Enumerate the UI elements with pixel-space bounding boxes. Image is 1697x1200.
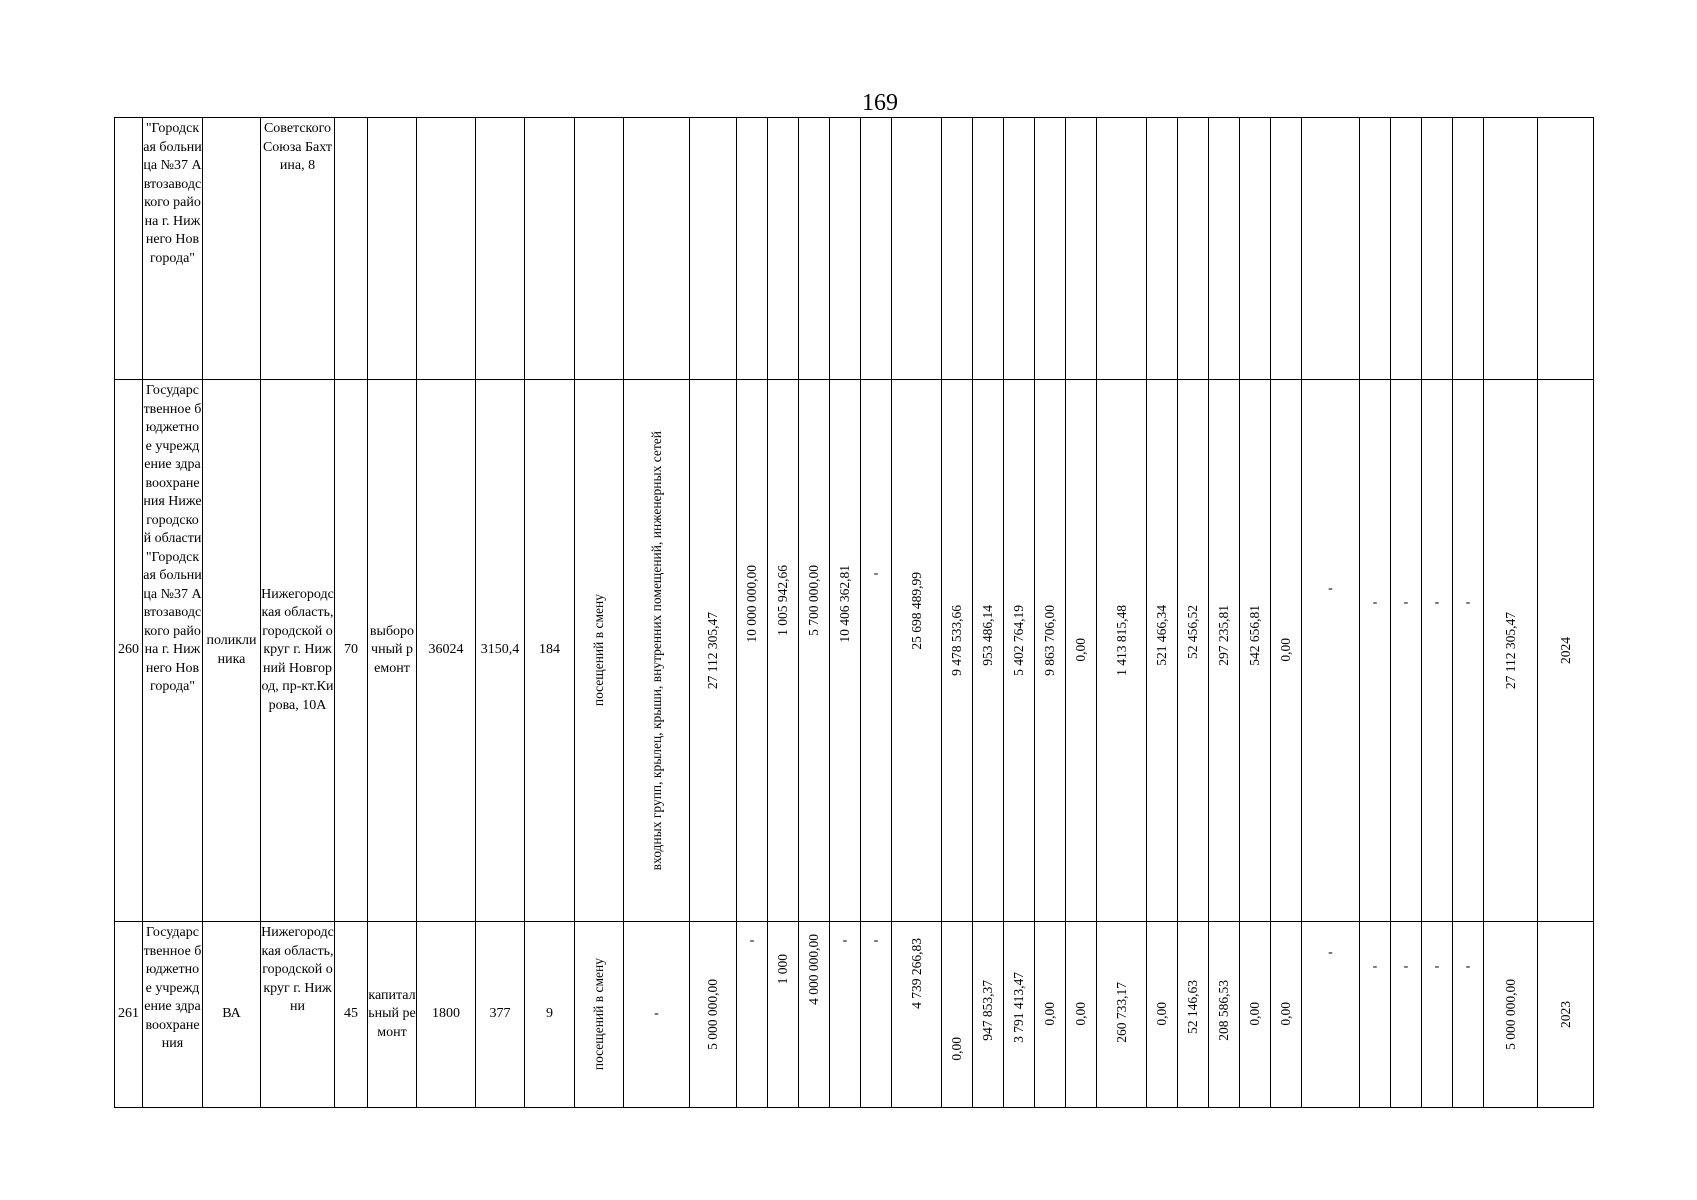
cell-f6 [892, 380, 942, 922]
cell-f6 [892, 118, 942, 380]
cell-f22 [1453, 922, 1484, 1108]
f10-text: 9 863 706,00 [1042, 605, 1057, 676]
cell-num: 260 [115, 380, 143, 922]
total-text: 5 000 000,00 [705, 979, 720, 1050]
cell-area [417, 118, 476, 380]
f8-text: 947 853,37 [980, 980, 995, 1041]
f1-text: 10 000 000,00 [744, 565, 759, 643]
cell-f18 [1302, 922, 1360, 1108]
f20-text: - [1403, 595, 1409, 610]
cell-works-list [624, 118, 690, 380]
cell-unit [575, 380, 624, 922]
cell-f20 [1391, 922, 1422, 1108]
data-table [114, 117, 1594, 1108]
cell-f14 [1178, 380, 1209, 922]
cell-num: 261 [115, 922, 143, 1108]
cell-works-list [624, 380, 690, 922]
f13-text: 521 466,34 [1154, 605, 1169, 666]
cell-total2 [1484, 922, 1538, 1108]
cell-f10 [1035, 922, 1066, 1108]
f10-text: 0,00 [1042, 1002, 1057, 1026]
cell-f8 [973, 118, 1004, 380]
f14-text: 52 456,52 [1185, 605, 1200, 659]
cell-f5 [861, 118, 892, 380]
f21-text: - [1434, 595, 1440, 610]
cell-area: 36024 [417, 380, 476, 922]
cell-f14 [1178, 118, 1209, 380]
f12-text: 1 413 815,48 [1113, 605, 1129, 676]
unit-text: посещений в смену [591, 958, 606, 1071]
f19-text: - [1372, 595, 1378, 610]
cell-f11 [1066, 118, 1097, 380]
cell-period [1538, 118, 1594, 380]
f13-text: 0,00 [1154, 1002, 1169, 1026]
total-text: 27 112 305,47 [705, 611, 720, 690]
cell-f20 [1391, 380, 1422, 922]
cell-f21 [1422, 118, 1453, 380]
cell-f4 [830, 922, 861, 1108]
works-list-text: входных групп, крылец, крыши, внутренних помещений, инженерных сетей [648, 430, 664, 871]
cell-f5 [861, 922, 892, 1108]
f2-text: 1 005 942,66 [775, 565, 790, 636]
cell-f17 [1271, 380, 1302, 922]
cell-period [1538, 922, 1594, 1108]
table-row [115, 118, 1594, 380]
cell-f6 [892, 922, 942, 1108]
cell-f2 [768, 380, 799, 922]
cell-num [115, 118, 143, 380]
cell-f13 [1147, 380, 1178, 922]
cell-f12 [1097, 380, 1147, 922]
f3-text: 4 000 000,00 [806, 934, 821, 1005]
cell-f4 [830, 118, 861, 380]
f1-text: - [749, 933, 755, 948]
cell-f17 [1271, 922, 1302, 1108]
cell-capacity: 184 [525, 380, 575, 922]
cell-f19 [1360, 118, 1391, 380]
cell-f3 [799, 922, 830, 1108]
period-text: 2023 [1557, 1001, 1573, 1028]
cell-year [335, 118, 368, 380]
period-text: 2024 [1557, 637, 1573, 664]
f9-text: 3 791 413,47 [1011, 972, 1026, 1043]
cell-f9 [1004, 922, 1035, 1108]
cell-year: 70 [335, 380, 368, 922]
cell-institution-name: Государственное бюджетное учреждение здравоохранения [143, 922, 203, 1108]
f6-text: 4 739 266,83 [908, 938, 924, 1009]
cell-f13 [1147, 118, 1178, 380]
f18-text: - [1328, 581, 1333, 596]
f18-text: - [1328, 945, 1333, 960]
cell-total2 [1484, 118, 1538, 380]
cell-f15 [1209, 380, 1240, 922]
cell-f12 [1097, 922, 1147, 1108]
cell-f19 [1360, 380, 1391, 922]
cell-period [1538, 380, 1594, 922]
cell-area2: 3150,4 [476, 380, 525, 922]
cell-f8 [973, 380, 1004, 922]
cell-f5 [861, 380, 892, 922]
cell-area2 [476, 118, 525, 380]
cell-f21 [1422, 380, 1453, 922]
f5-text: - [873, 933, 879, 948]
f12-text: 260 733,17 [1113, 982, 1129, 1043]
cell-unit [575, 922, 624, 1108]
cell-area2: 377 [476, 922, 525, 1108]
f20-text: - [1403, 959, 1409, 974]
cell-f12 [1097, 118, 1147, 380]
f17-text: 0,00 [1278, 1002, 1293, 1026]
cell-f2 [768, 118, 799, 380]
f15-text: 297 235,81 [1216, 605, 1231, 666]
cell-f1 [737, 118, 768, 380]
cell-total2 [1484, 380, 1538, 922]
cell-f22 [1453, 118, 1484, 380]
cell-f7 [942, 380, 973, 922]
cell-f4 [830, 380, 861, 922]
unit-text: посещений в смену [591, 594, 606, 707]
cell-f11 [1066, 380, 1097, 922]
cell-works-list [624, 922, 690, 1108]
cell-f10 [1035, 380, 1066, 922]
f8-text: 953 486,14 [980, 605, 995, 666]
cell-type: ВА [203, 922, 261, 1108]
cell-total [690, 380, 737, 922]
cell-address: Нижегородская область, городской округ г. Нижни [261, 922, 335, 1108]
f7-text: 0,00 [949, 1037, 964, 1061]
cell-institution-name: Государственное бюджетное учреждение здравоохранения Нижегородской области "Городская больница №37 Автозаводского района г. Нижнего Новгорода" [143, 380, 203, 922]
cell-f1 [737, 922, 768, 1108]
cell-f13 [1147, 922, 1178, 1108]
cell-f14 [1178, 922, 1209, 1108]
cell-area: 1800 [417, 922, 476, 1108]
cell-f17 [1271, 118, 1302, 380]
f5-text: - [873, 566, 879, 581]
f11-text: 0,00 [1073, 638, 1088, 662]
f17-text: 0,00 [1278, 638, 1293, 662]
cell-f15 [1209, 118, 1240, 380]
f19-text: - [1372, 959, 1378, 974]
table-row [115, 922, 1594, 1108]
cell-year: 45 [335, 922, 368, 1108]
total2-text: 27 112 305,47 [1502, 611, 1518, 690]
cell-f11 [1066, 922, 1097, 1108]
f9-text: 5 402 764,19 [1011, 605, 1026, 676]
cell-f10 [1035, 118, 1066, 380]
f16-text: 542 656,81 [1247, 605, 1262, 666]
page-number: 169 [862, 90, 898, 116]
works-list-text: - [654, 1006, 659, 1022]
f21-text: - [1434, 959, 1440, 974]
f7-text: 9 478 533,66 [949, 605, 964, 676]
f14-text: 52 146,63 [1185, 980, 1200, 1034]
cell-address: Нижегородская область, городской округ г. Нижний Новгород, пр-кт.Кирова, 10А [261, 380, 335, 922]
cell-f1 [737, 380, 768, 922]
f2-text: 1 000 [775, 954, 790, 985]
cell-work-type [368, 118, 417, 380]
f3-text: 5 700 000,00 [806, 565, 821, 636]
f22-text: - [1465, 595, 1471, 610]
cell-f20 [1391, 118, 1422, 380]
cell-f3 [799, 118, 830, 380]
table-row [115, 380, 1594, 922]
cell-f16 [1240, 380, 1271, 922]
f16-text: 0,00 [1247, 1002, 1262, 1026]
f22-text: - [1465, 959, 1471, 974]
f11-text: 0,00 [1073, 1002, 1088, 1026]
cell-f19 [1360, 922, 1391, 1108]
cell-work-type: выборочный ремонт [368, 380, 417, 922]
cell-capacity: 9 [525, 922, 575, 1108]
cell-institution-name: "Городская больница №37 Автозаводского района г. Нижнего Новгорода" [143, 118, 203, 380]
cell-f9 [1004, 118, 1035, 380]
cell-address: Советского Союза Бахтина, 8 [261, 118, 335, 380]
cell-work-type: капитальный ремонт [368, 922, 417, 1108]
cell-f16 [1240, 118, 1271, 380]
cell-type [203, 118, 261, 380]
f15-text: 208 586,53 [1216, 980, 1231, 1041]
f6-text: 25 698 489,99 [908, 572, 924, 650]
cell-f18 [1302, 380, 1360, 922]
cell-f7 [942, 922, 973, 1108]
cell-total [690, 118, 737, 380]
cell-total [690, 922, 737, 1108]
cell-f16 [1240, 922, 1271, 1108]
cell-capacity [525, 118, 575, 380]
cell-f8 [973, 922, 1004, 1108]
cell-f7 [942, 118, 973, 380]
total2-text: 5 000 000,00 [1502, 979, 1518, 1050]
cell-f15 [1209, 922, 1240, 1108]
f4-text: - [842, 933, 848, 948]
cell-f9 [1004, 380, 1035, 922]
cell-f3 [799, 380, 830, 922]
cell-f22 [1453, 380, 1484, 922]
f4-text: 10 406 362,81 [837, 565, 852, 643]
cell-f2 [768, 922, 799, 1108]
cell-unit [575, 118, 624, 380]
cell-type: поликлиника [203, 380, 261, 922]
cell-f18 [1302, 118, 1360, 380]
cell-f21 [1422, 922, 1453, 1108]
